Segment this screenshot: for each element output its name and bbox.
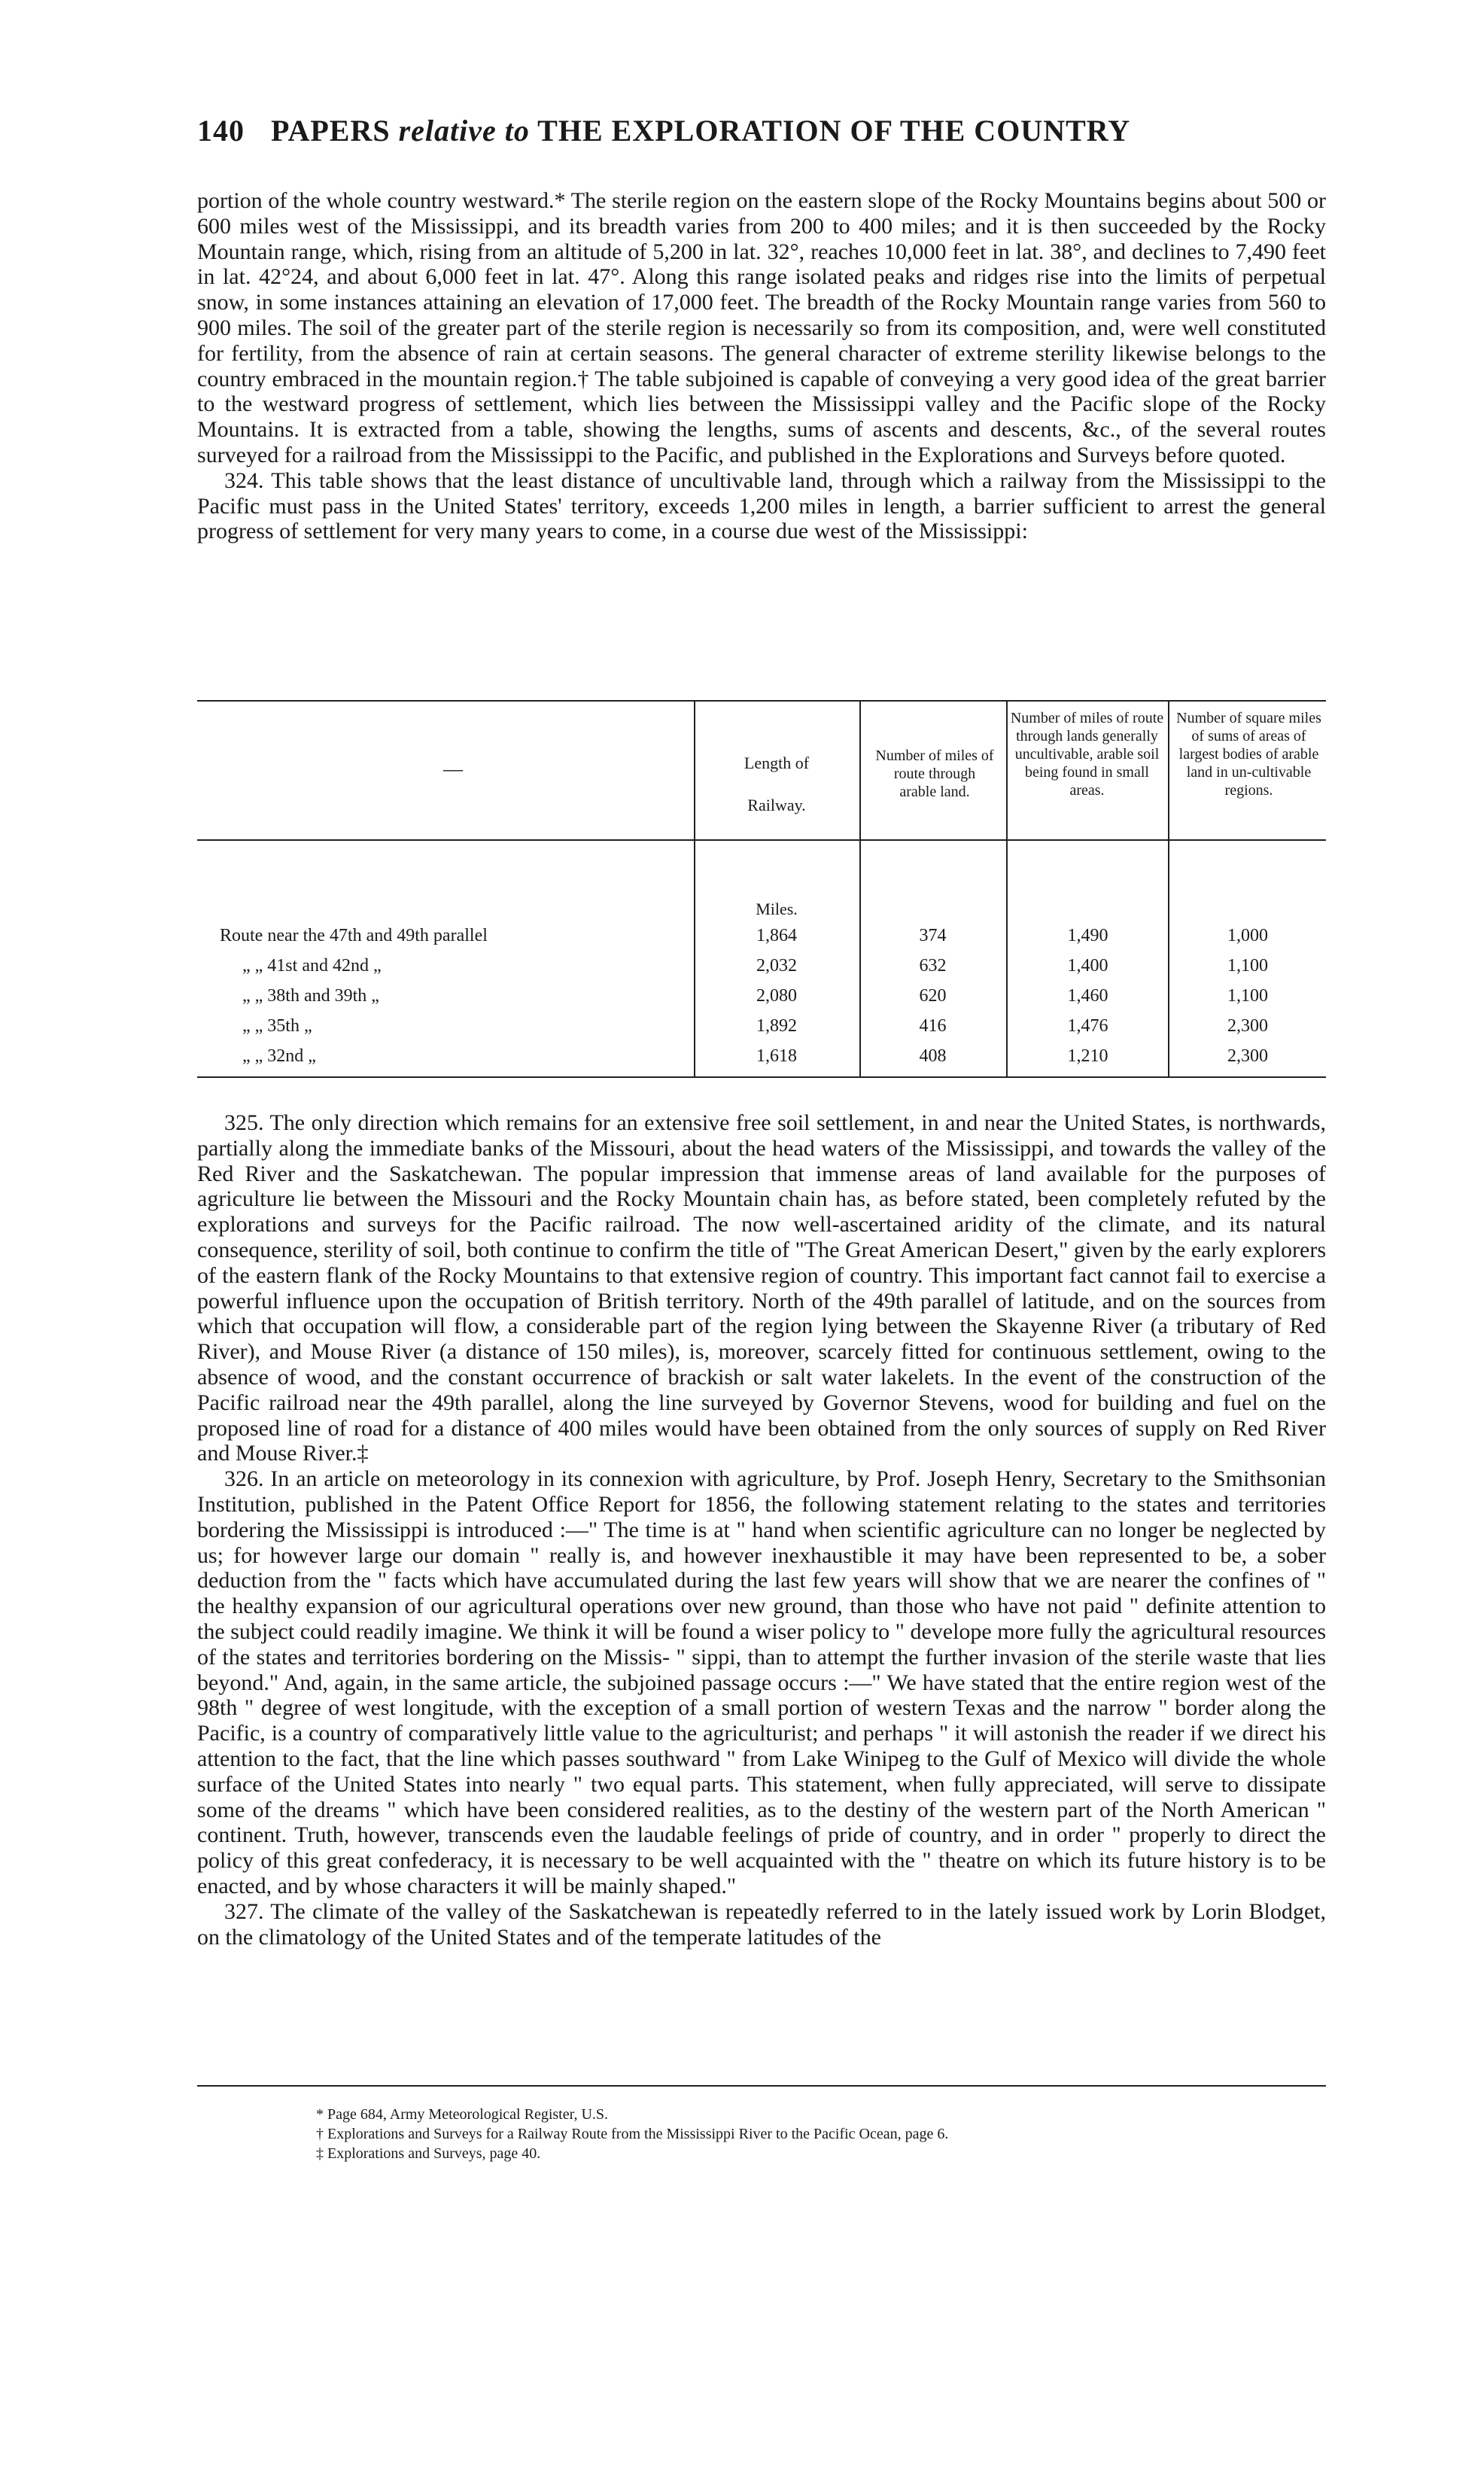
uncultivable-value: 1,490 — [1067, 926, 1108, 945]
length-value: 1,892 — [756, 1016, 797, 1036]
arable-value: 416 — [919, 1016, 947, 1036]
route-label: Route near the 47th and 49th parallel — [220, 926, 488, 945]
table-header-rule — [197, 839, 1326, 841]
header-title-italic: relative to — [398, 114, 530, 148]
uncultivable-value: 1,460 — [1067, 986, 1108, 1006]
column-header-uncultivable: Number of miles of route through lands generally uncultivable, arable soil being found in small areas. — [1010, 710, 1164, 799]
uncultivable-value: 1,210 — [1067, 1046, 1108, 1066]
route-label: „ „ 32nd „ — [242, 1046, 316, 1066]
uncultivable-value: 1,476 — [1067, 1016, 1108, 1036]
footnotes — [316, 2105, 1294, 2163]
paragraph: 327. The climate of the valley of the Saskatchewan is repeatedly referred to in the lately issued work by Lorin Blodget, on the climatology of the United States and of the temperate latitudes of the — [197, 1898, 1326, 1950]
footnote: ‡ Explorations and Surveys, page 40. — [316, 2145, 541, 2162]
route-label: „ „ 41st and 42nd „ — [242, 956, 382, 976]
column-header-square-miles: Number of square miles of sums of areas of largest bodies of arable land in un-cultivable regions. — [1176, 710, 1321, 799]
column-header-arable: Number of miles of route through arable land. — [875, 747, 994, 800]
footnote: † Explorations and Surveys for a Railway Route from the Mississippi River to the Pacific Ocean, page 6. — [316, 2126, 949, 2142]
length-value: 2,080 — [756, 986, 797, 1006]
route-label: „ „ 35th „ — [242, 1016, 312, 1036]
body-text-top — [197, 188, 1326, 544]
footnote-rule — [197, 2085, 1326, 2087]
paragraph: 325. The only direction which remains for an extensive free soil settlement, in and near the United States, is northwards, partially along the immediate banks of the Missouri, about the head waters of the Mississippi, and towards the valley of the Red River and the Saskatchewan. The popular impression that immense areas of land available for the purposes of agriculture lie between the Missouri and the Rocky Mountain chain has, as before stated, been completely refuted by the explorations and surveys for the Pacific railroad. The now well-ascertained aridity of the climate, and its natural consequence, sterility of soil, both continue to confirm the title of "The Great American Desert," given by the early explorers of the eastern flank of the Rocky Mountains to that extensive region of country. This important fact cannot fail to exercise a powerful influence upon the occupation of British territory. North of the 49th parallel of latitude, and on the sources from which that occupation will flow, a considerable part of the region lying between the Skayenne River (a tributary of Red River), and Mouse River (a distance of 150 miles), is, moreover, scarcely fitted for continuous settlement, owing to the absence of wood, and the constant occurrence of brackish or salt water lakelets. In the event of the construction of the Pacific railroad near the 49th parallel, along the line surveyed by Governor Stevens, wood for building and fuel on the proposed line of road for a distance of 400 miles would have been obtained from the only sources of supply on Red River and Mouse River.‡ — [197, 1110, 1326, 1466]
column-header-length-a: Length of — [744, 753, 810, 772]
length-value: 2,032 — [756, 956, 797, 976]
footnote: * Page 684, Army Meteorological Register, U.S. — [316, 2106, 609, 2123]
paragraph: 326. In an article on meteorology in its connexion with agriculture, by Prof. Joseph Henry, Secretary to the Smithsonian Institution, published in the Patent Office Report for 1856, the following statement relating to the states and territories bordering the Mississippi is introduced :—" The time is at " hand when scientific agriculture can no longer be neglected by us; for however large our domain " really is, and however inexhaustible it may have been represented to be, a sober deduction from the " facts which have accumulated during the last few years will show that we are nearer the confines of " the healthy expansion of our agricultural operations over new ground, than those who have not paid " definite attention to the subject could readily imagine. We think it will be found a wiser policy to " develope more fully the agricultural resources of the states and territories bordering on the Missis- " sippi, than to attempt the further invasion of the sterile waste that lies beyond." And, again, in the same article, the subjoined passage occurs :—" We have stated that the entire region west of the 98th " degree of west longitude, with the exception of a small portion of western Texas and the narrow " border along the Pacific, is a country of comparatively little value to the agriculturist; and perhaps " it will astonish the reader if we direct his attention to the fact, that the line which passes southward " from Lake Winipeg to the Gulf of Mexico will divide the whole surface of the United States into nearly " two equal parts. This statement, when fully appreciated, will serve to dissipate some of the dreams " which have been considered realities, as to the destiny of the western part of the North American " continent. Truth, however, transcends even the laudable feelings of pride of country, and in order " properly to direct the policy of this great confederacy, it is necessary to be well acquainted with the " theatre on which its future history is to be enacted, and by whose characters it will be mainly shaped." — [197, 1466, 1326, 1898]
square-miles-value: 2,300 — [1227, 1016, 1268, 1036]
paragraph: portion of the whole country westward.* The sterile region on the eastern slope of the Rocky Mountains begins about 500 or 600 miles west of the Mississippi, and its breadth varies from 200 to 400 miles; and it is then succeeded by the Rocky Mountain range, which, rising from an altitude of 5,200 in lat. 32°, reaches 10,000 feet in lat. 38°, and declines to 7,490 feet in lat. 42°24, and about 6,000 feet in lat. 47°. Along this range isolated peaks and ridges rise into the limits of perpetual snow, in some instances attaining an elevation of 17,000 feet. The breadth of the Rocky Mountain range varies from 560 to 900 miles. The soil of the greater part of the sterile region is necessarily so from its composition, and, were well constituted for fertility, from the absence of rain at certain seasons. The general character of extreme sterility likewise belongs to the country embraced in the mountain region.† The table subjoined is capable of conveying a very good idea of the great barrier to the westward progress of settlement, which lies between the Mississippi valley and the Pacific slope of the Rocky Mountains. It is extracted from a table, showing the lengths, sums of ascents and descents, &c., of the several routes surveyed for a railroad from the Mississippi to the Pacific, and published in the Explorations and Surveys before quoted. — [197, 188, 1326, 467]
paragraph: 324. This table shows that the least distance of uncultivable land, through which a railway from the Mississippi to the Pacific must pass in the United States' territory, exceeds 1,200 miles in length, a barrier sufficient to arrest the general progress of settlement for very many years to come, in a course due west of the Mississippi: — [197, 467, 1326, 544]
square-miles-value: 1,100 — [1227, 986, 1268, 1006]
table-row — [197, 986, 1326, 1016]
table-row — [197, 1046, 1326, 1076]
arable-value: 374 — [919, 926, 947, 945]
route-label: „ „ 38th and 39th „ — [242, 986, 379, 1006]
page-number: 140 — [197, 114, 245, 148]
table-top-rule — [197, 700, 1326, 702]
table-bottom-rule — [197, 1076, 1326, 1078]
square-miles-value: 1,100 — [1227, 956, 1268, 976]
arable-value: 408 — [919, 1046, 947, 1066]
header-title-part1: PAPERS — [271, 114, 391, 148]
length-value: 1,864 — [756, 926, 797, 945]
square-miles-value: 2,300 — [1227, 1046, 1268, 1066]
header-title-part2: THE EXPLORATION OF THE COUNTRY — [537, 114, 1131, 148]
uncultivable-value: 1,400 — [1067, 956, 1108, 976]
running-header — [197, 113, 1326, 148]
body-text-bottom — [197, 1110, 1326, 1950]
square-miles-value: 1,000 — [1227, 926, 1268, 945]
arable-value: 620 — [919, 986, 947, 1006]
table-row — [197, 1016, 1326, 1046]
table-row — [197, 956, 1326, 986]
length-value: 1,618 — [756, 1046, 797, 1066]
column-header-length-b: Railway. — [747, 796, 806, 814]
column-header-label: — — [443, 758, 463, 780]
arable-value: 632 — [919, 956, 947, 976]
table-row — [197, 926, 1326, 956]
unit-label: Miles. — [756, 900, 798, 918]
